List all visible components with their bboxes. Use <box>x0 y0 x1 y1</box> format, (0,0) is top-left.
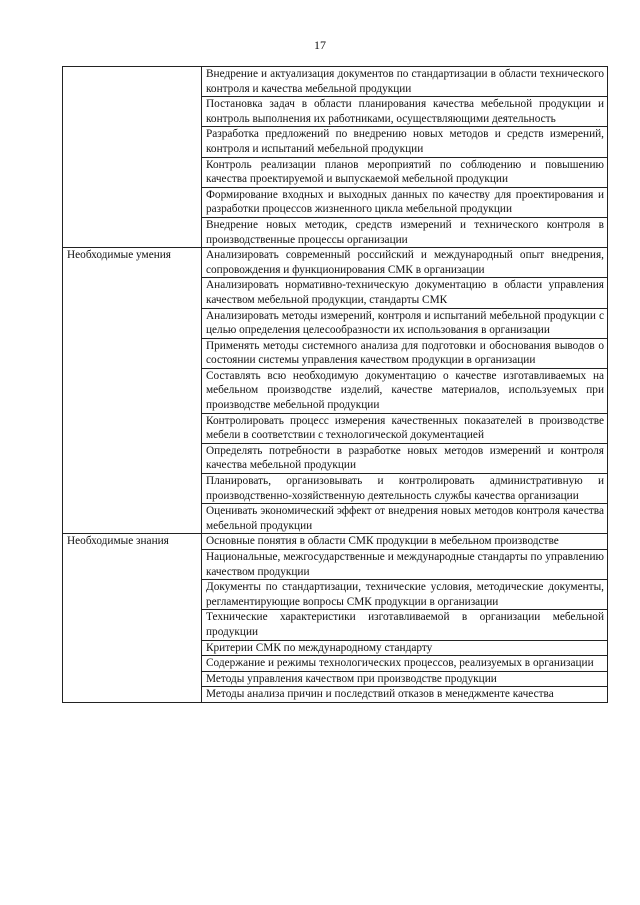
requirements-table-body <box>63 67 608 703</box>
section-label: Необходимые умения <box>63 248 202 534</box>
requirement-item: Разработка предложений по внедрению новых методов и средств измерений, контроля и испытаний мебельной продукции <box>202 127 608 157</box>
requirement-item: Внедрение и актуализация документов по стандартизации в области технического контроля и качества мебельной продукции <box>202 67 608 97</box>
requirement-item: Документы по стандартизации, технические условия, методические документы, регламентирующие вопросы СМК продукции в организации <box>202 580 608 610</box>
requirement-item: Составлять всю необходимую документацию о качестве изготавливаемых на мебельном производстве изделий, качестве материалов, используемых при производстве мебельной продукции <box>202 368 608 413</box>
requirement-item: Планировать, организовывать и контролировать административную и производственно-хозяйственную деятельность службы качества организации <box>202 474 608 504</box>
requirement-item: Методы управления качеством при производстве продукции <box>202 671 608 687</box>
requirement-item: Контролировать процесс измерения качественных показателей в производстве мебели в соответствии с технологической документацией <box>202 413 608 443</box>
requirement-item: Формирование входных и выходных данных по качеству для проектирования и разработки процессов жизненного цикла мебельной продукции <box>202 187 608 217</box>
requirement-item: Определять потребности в разработке новых методов измерений и контроля качества мебельной продукции <box>202 443 608 473</box>
requirement-item: Методы анализа причин и последствий отказов в менеджменте качества <box>202 687 608 703</box>
requirement-item: Критерии СМК по международному стандарту <box>202 640 608 656</box>
requirement-item: Оценивать экономический эффект от внедрения новых методов контроля качества мебельной продукции <box>202 504 608 534</box>
requirement-item: Внедрение новых методик, средств измерений и технического контроля в производственные процессы организации <box>202 217 608 247</box>
table-row <box>63 534 608 550</box>
requirements-table <box>62 66 608 703</box>
requirement-item: Основные понятия в области СМК продукции в мебельном производстве <box>202 534 608 550</box>
requirement-item: Анализировать методы измерений, контроля и испытаний мебельной продукции с целью определения целесообразности их использования в организации <box>202 308 608 338</box>
requirement-item: Анализировать нормативно-техническую документацию в области управления качеством мебельной продукции, стандарты СМК <box>202 278 608 308</box>
requirement-item: Постановка задач в области планирования качества мебельной продукции и контроль выполнения их работниками, осуществляющими деятельность <box>202 97 608 127</box>
section-label <box>63 67 202 248</box>
requirement-item: Содержание и режимы технологических процессов, реализуемых в организации <box>202 656 608 672</box>
requirement-item: Анализировать современный российский и международный опыт внедрения, сопровождения и функционирования СМК в организации <box>202 248 608 278</box>
section-label: Необходимые знания <box>63 534 202 703</box>
requirement-item: Национальные, межгосударственные и международные стандарты по управлению качеством продукции <box>202 550 608 580</box>
table-row <box>63 248 608 278</box>
requirement-item: Применять методы системного анализа для подготовки и обоснования выводов о состоянии системы управления качеством продукции в организации <box>202 338 608 368</box>
table-row <box>63 67 608 97</box>
requirement-item: Технические характеристики изготавливаемой в организации мебельной продукции <box>202 610 608 640</box>
page-number: 17 <box>314 38 326 52</box>
requirement-item: Контроль реализации планов мероприятий по соблюдению и повышению качества проектируемой и выпускаемой мебельной продукции <box>202 157 608 187</box>
